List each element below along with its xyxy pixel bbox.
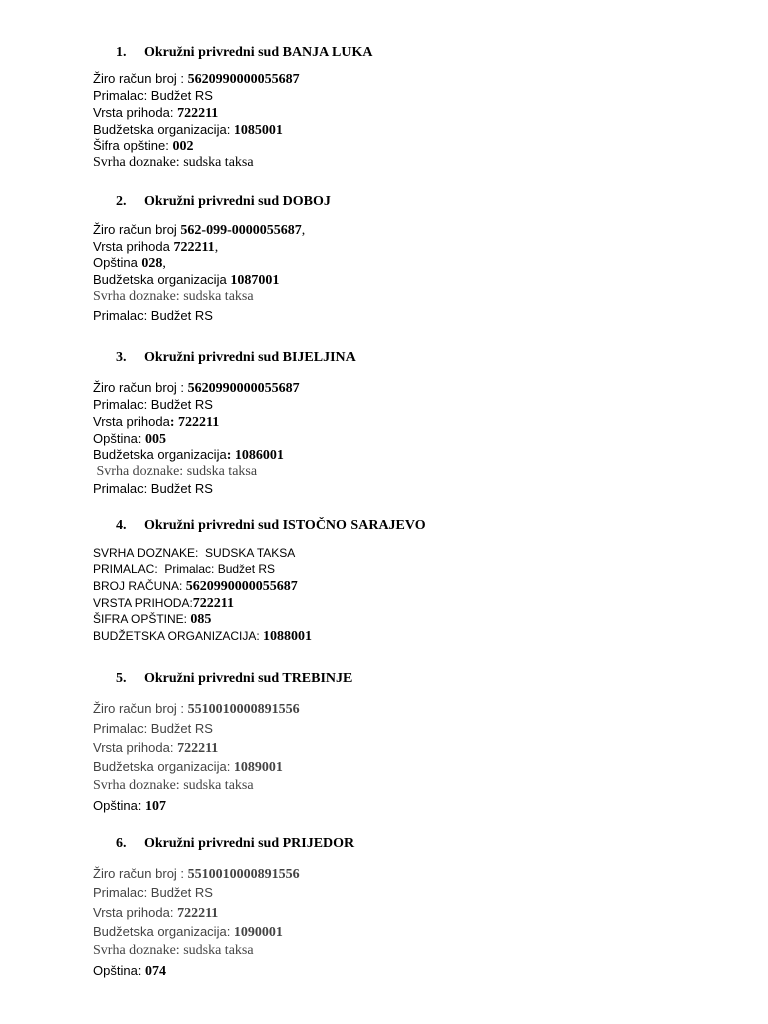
section-number: 2. (116, 194, 127, 209)
section-heading (116, 349, 356, 366)
section-number: 1. (116, 45, 127, 60)
recipient-line: Primalac: Budžet RS (93, 88, 213, 103)
budget-organization-line: Budžetska organizacija: 1086001 (93, 447, 284, 463)
municipality-code-line: ŠIFRA OPŠTINE: 085 (93, 612, 212, 627)
section-number: 5. (116, 671, 127, 686)
revenue-type-line: Vrsta prihoda: 722211 (93, 740, 219, 756)
section-heading (116, 44, 372, 61)
account-number-line: BROJ RAČUNA: 5620990000055687 (93, 579, 298, 594)
account-number-line: Žiro račun broj 562-099-0000055687, (93, 222, 306, 238)
section-title: Okružni privredni sud TREBINJE (144, 671, 353, 686)
section-heading (116, 835, 354, 852)
section-number: 6. (116, 836, 127, 851)
payment-purpose-line: Svrha doznake: sudska taksa (93, 778, 254, 793)
recipient-line: Primalac: Budžet RS (93, 721, 213, 736)
revenue-type-line: Vrsta prihoda: 722211 (93, 105, 219, 121)
section-heading (116, 517, 426, 534)
recipient-line: Primalac: Budžet RS (93, 481, 213, 496)
budget-organization-line: Budžetska organizacija: 1090001 (93, 924, 283, 940)
payment-purpose-line: Svrha doznake: sudska taksa (93, 943, 254, 958)
recipient-line: Primalac: Budžet RS (93, 397, 213, 412)
account-number-line: Žiro račun broj : 5620990000055687 (93, 71, 300, 87)
section-heading (116, 193, 331, 210)
revenue-type-line: Vrsta prihoda: 722211 (93, 905, 219, 921)
payment-purpose-line: SVRHA DOZNAKE: SUDSKA TAKSA (93, 546, 296, 560)
budget-organization-line: Budžetska organizacija 1087001 (93, 272, 280, 288)
municipality-line: Opština: 005 (93, 431, 167, 447)
section-title: Okružni privredni sud PRIJEDOR (144, 836, 355, 851)
municipality-line: Opština: 074 (93, 963, 167, 979)
budget-organization-line: Budžetska organizacija: 1089001 (93, 759, 283, 775)
section-number: 3. (116, 350, 127, 365)
account-number-line: Žiro račun broj : 5620990000055687 (93, 380, 300, 396)
municipality-code-line: Šifra opštine: 002 (93, 138, 194, 154)
section-number: 4. (116, 518, 127, 533)
section-heading (116, 670, 352, 687)
section-title: Okružni privredni sud BIJELJINA (144, 350, 356, 365)
revenue-type-line: VRSTA PRIHODA:722211 (93, 596, 235, 611)
budget-organization-line: BUDŽETSKA ORGANIZACIJA: 1088001 (93, 629, 313, 644)
municipality-line: Opština 028, (93, 255, 166, 271)
section-title: Okružni privredni sud DOBOJ (144, 194, 331, 209)
recipient-line: PRIMALAC: Primalac: Budžet RS (93, 562, 276, 576)
municipality-line: Opština: 107 (93, 798, 167, 814)
account-number-line: Žiro račun broj : 5510010000891556 (93, 866, 300, 882)
revenue-type-line: Vrsta prihoda 722211, (93, 239, 219, 255)
payment-purpose-line: Svrha doznake: sudska taksa (93, 289, 254, 304)
payment-purpose-line: Svrha doznake: sudska taksa (93, 155, 254, 170)
section-title: Okružni privredni sud BANJA LUKA (144, 45, 373, 60)
recipient-line: Primalac: Budžet RS (93, 885, 213, 900)
recipient-line: Primalac: Budžet RS (93, 308, 213, 323)
budget-organization-line: Budžetska organizacija: 1085001 (93, 122, 283, 138)
revenue-type-line: Vrsta prihoda: 722211 (93, 414, 220, 430)
payment-purpose-line: Svrha doznake: sudska taksa (93, 464, 258, 479)
section-title: Okružni privredni sud ISTOČNO SARAJEVO (144, 518, 426, 533)
account-number-line: Žiro račun broj : 5510010000891556 (93, 701, 300, 717)
